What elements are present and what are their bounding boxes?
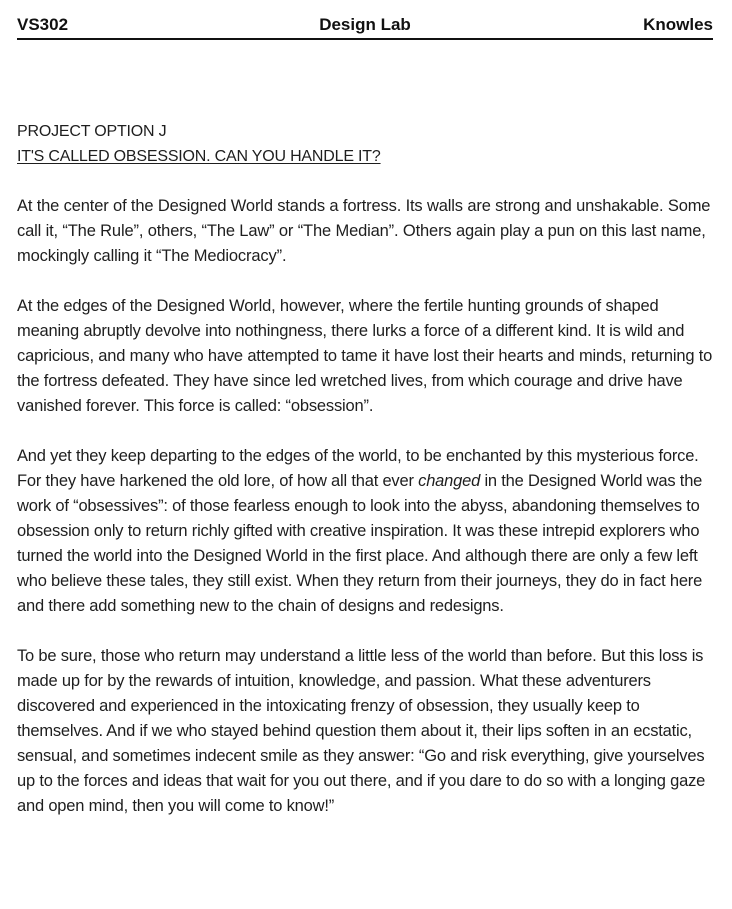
- paragraph-3: [17, 444, 717, 619]
- project-heading: [17, 119, 717, 169]
- document-body: [17, 119, 717, 844]
- paragraph-4: To be sure, those who return may understand a little less of the world than before. But this loss is made up for by the rewards of intuition, knowledge, and passion. What these adventurers discovered and experienced in the intoxicating frenzy of obsession, they usually keep to themselves. And if we who stayed behind question them about it, their lips soften in an ecstatic, sensual, and sometimes indecent smile as they answer: “Go and risk everything, give yourselves up to the forces and ideas that wait for you out there, and if you dare to do so with a longing gaze and open mind, then you will come to know!”: [17, 647, 706, 815]
- paragraph-3-end: in the Designed World was the work of “obsessives”: of those fearless enough to look into the abyss, abandoning themselves to obsession only to return richly gifted with creative inspiration. It was these intrepid explorers who turned the world into the Designed World in the first place. And although there are only a few left who believe these tales, they still exist. When they return from their journeys, they do in fact here and there add something new to the chain of designs and redesigns.: [17, 472, 703, 615]
- paragraph-3-start: And yet they keep departing to the edges of the world, to be enchanted by this mysterious force. For they have harkened the old lore, of how all that ever: [17, 447, 699, 490]
- paragraph-2: At the edges of the Designed World, however, where the fertile hunting grounds of shaped meaning abruptly devolve into nothingness, there lurks a force of a different kind. It is wild and capricious, and many who have attempted to tame it have lost their hearts and minds, returning to the fortress defeated. They have since led wretched lives, from which courage and drive have vanished forever. This force is called: “obsession”.: [17, 297, 713, 415]
- header-author: Knowles: [643, 15, 713, 34]
- paragraph-3-emphasis: changed: [418, 472, 481, 490]
- project-title: IT'S CALLED OBSESSION. CAN YOU HANDLE IT?: [17, 148, 381, 165]
- course-code: VS302: [17, 15, 69, 34]
- header-title: Design Lab: [319, 15, 411, 34]
- page-header: [17, 14, 713, 40]
- paragraph-1: At the center of the Designed World stands a fortress. Its walls are strong and unshakable. Some call it, “The Rule”, others, “The Law” or “The Median”. Others again play a pun on this last name, mockingly calling it “The Mediocracy”.: [17, 197, 711, 265]
- project-label: PROJECT OPTION J: [17, 123, 167, 140]
